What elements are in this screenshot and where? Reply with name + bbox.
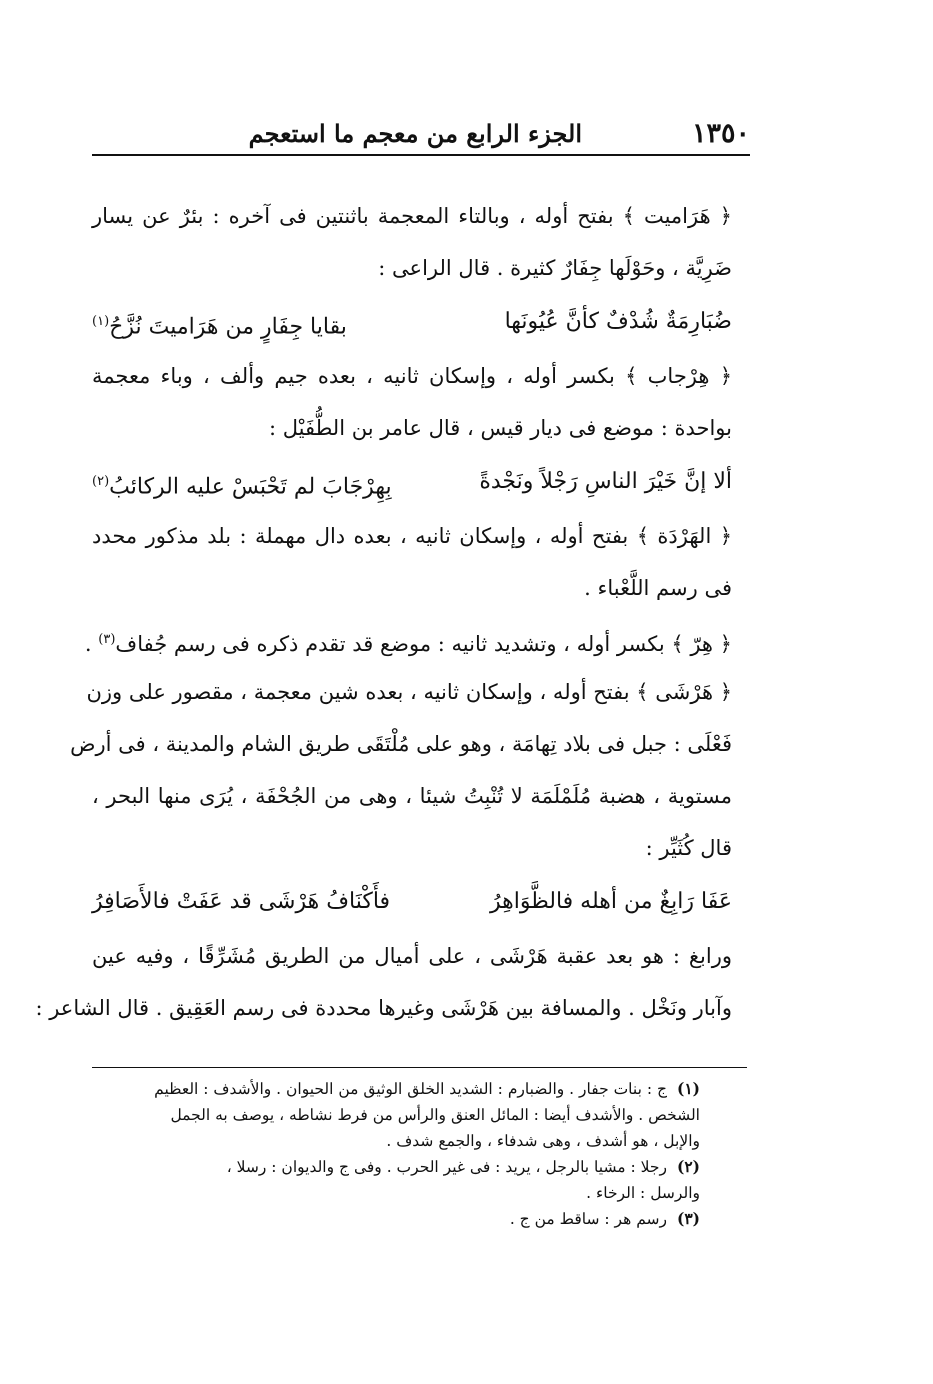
main-text (35, 190, 732, 1034)
text-line: ﴿ الهَرْدَة ﴾ بفتح أوله ، وإسكان ثانيه ، بعده دال مهملة : بلد مذكور محدد (92, 524, 732, 548)
verse-second-text: فأَكْنَافُ هَرْشَى قد عَفَتْ فالأَصَافِرُ (92, 889, 391, 914)
text-line: ﴿ هَرْشَى ﴾ بفتح أوله ، وإسكان ثانيه ، بعده شين معجمة ، مقصور على وزن (86, 680, 732, 704)
footnote-text: ج : بنات جفار . والضبارم : الشديد الخلق الوثيق من الحيوان . والأشدف : العظيم (154, 1080, 667, 1098)
footnote-continuation: والإبل ، هو أشدف ، وهى شدفاء ، والجمع شدف . (386, 1132, 700, 1150)
footnote (100, 1206, 700, 1232)
text-line: ورابغ : هو بعد عقبة هَرْشَى ، على أميال من الطريق مُشَرِّقًا ، وفيه عين (92, 944, 732, 968)
footnotes (100, 1076, 700, 1232)
verse-first-text: ضُبَارِمَةٌ شُدْفٌ كأنَّ عُيُونَها (504, 309, 732, 334)
text-line: ﴿ هِرّ ﴾ بكسر أوله ، وتشديد ثانيه : موضع قد تقدم ذكره فى رسم جُفاف$^{(٣)}$ . (84, 632, 732, 656)
footnote-ref[interactable]: (٣) (98, 632, 116, 647)
footnote-text: رسم هر : ساقط من ج . (509, 1210, 667, 1228)
text-line: ضَرِيَّة ، وحَوْلَها جِفَارٌ كثيرة . قال الراعى : (378, 256, 732, 280)
verse-first-hemistich (490, 874, 732, 930)
text-line: قال كُثَيِّر : (645, 836, 732, 860)
page-number: ١٣٥٠ (691, 117, 750, 149)
verse-first-hemistich (505, 294, 732, 350)
text-line: وآبار ونَخْل . والمسافة بين هَرْشَى وغيرها محددة فى رسم العَقِيق . قال الشاعر : (35, 996, 732, 1020)
footnote-number: (٢) (676, 1157, 700, 1176)
verse-line (92, 874, 732, 930)
verse-second-hemistich (92, 454, 392, 510)
verse-second-hemistich (92, 874, 390, 930)
footnote (100, 1154, 700, 1180)
text-line: فى رسم اللَّعْباء . (584, 576, 732, 600)
text-line: فَعْلَى : جبل فى بلاد تِهامَة ، وهو على مُلْتَقَى طريق الشام والمدينة ، فى أرض (70, 732, 732, 756)
verse-first-text: عَفَا رَابِغٌ من أهله فالظَّوَاهِرُ (489, 889, 732, 914)
text-line: مستوية ، هضبة مُلَمْلَمَة لا تُنْبِتُ شيئا ، وهى من الجُحْفَة ، يُرَى منها البحر ، (92, 784, 732, 808)
footnote-number: (١) (676, 1079, 700, 1098)
footnote-text: رجلا : مشيا بالرجل ، يريد : فى غير الحرب . وفى ج والديوان : رسلا ، (226, 1158, 667, 1176)
footnote-number: (٣) (676, 1209, 700, 1228)
text-line-content: ﴿ هِرّ ﴾ بكسر أوله ، وتشديد ثانيه : موضع قد تقدم ذكره فى رسم جُفاف (115, 632, 732, 656)
verse-first-text: ألا إنَّ خَيْرَ الناسِ رَجْلاً ونَجْدةً (479, 469, 732, 494)
verse-second-text: بِهِرْجَابَ لم تَحْبَسْ عليه الركائبُ (109, 474, 392, 500)
verse-second-hemistich (92, 294, 347, 350)
running-title: الجزء الرابع من معجم ما استعجم (248, 118, 582, 148)
verse-second-text: بقايا جِفَارٍ من هَرَاميتَ نُزَّحُ (109, 314, 347, 340)
text-line: ﴿ هِرْجاب ﴾ بكسر أوله ، وإسكان ثانيه ، بعده جيم وألف ، وباء معجمة (92, 364, 732, 388)
footnote-continuation: الشخص . والأشدف أيضا : المائل العنق والرأس من فرط نشاطه ، يوصف به الجمل (170, 1106, 700, 1124)
text-line: بواحدة : موضع فى ديار قيس ، قال عامر بن الطُّفَيْل : (268, 416, 732, 440)
footnote (100, 1076, 700, 1102)
verse-line (92, 454, 732, 510)
verse-first-hemistich (479, 454, 732, 510)
footnote-ref[interactable]: (٢) (92, 474, 110, 489)
footnote-continuation: والرسل : الرخاء . (586, 1184, 700, 1202)
running-head (92, 112, 750, 156)
footnote-divider (92, 1067, 747, 1068)
text-line: ﴿ هَرَاميت ﴾ بفتح أوله ، وبالتاء المعجمة باثنتين فى آخره : بئرٌ عن يسار (92, 204, 732, 228)
footnote-ref[interactable]: (١) (92, 314, 110, 329)
verse-line (92, 294, 732, 350)
